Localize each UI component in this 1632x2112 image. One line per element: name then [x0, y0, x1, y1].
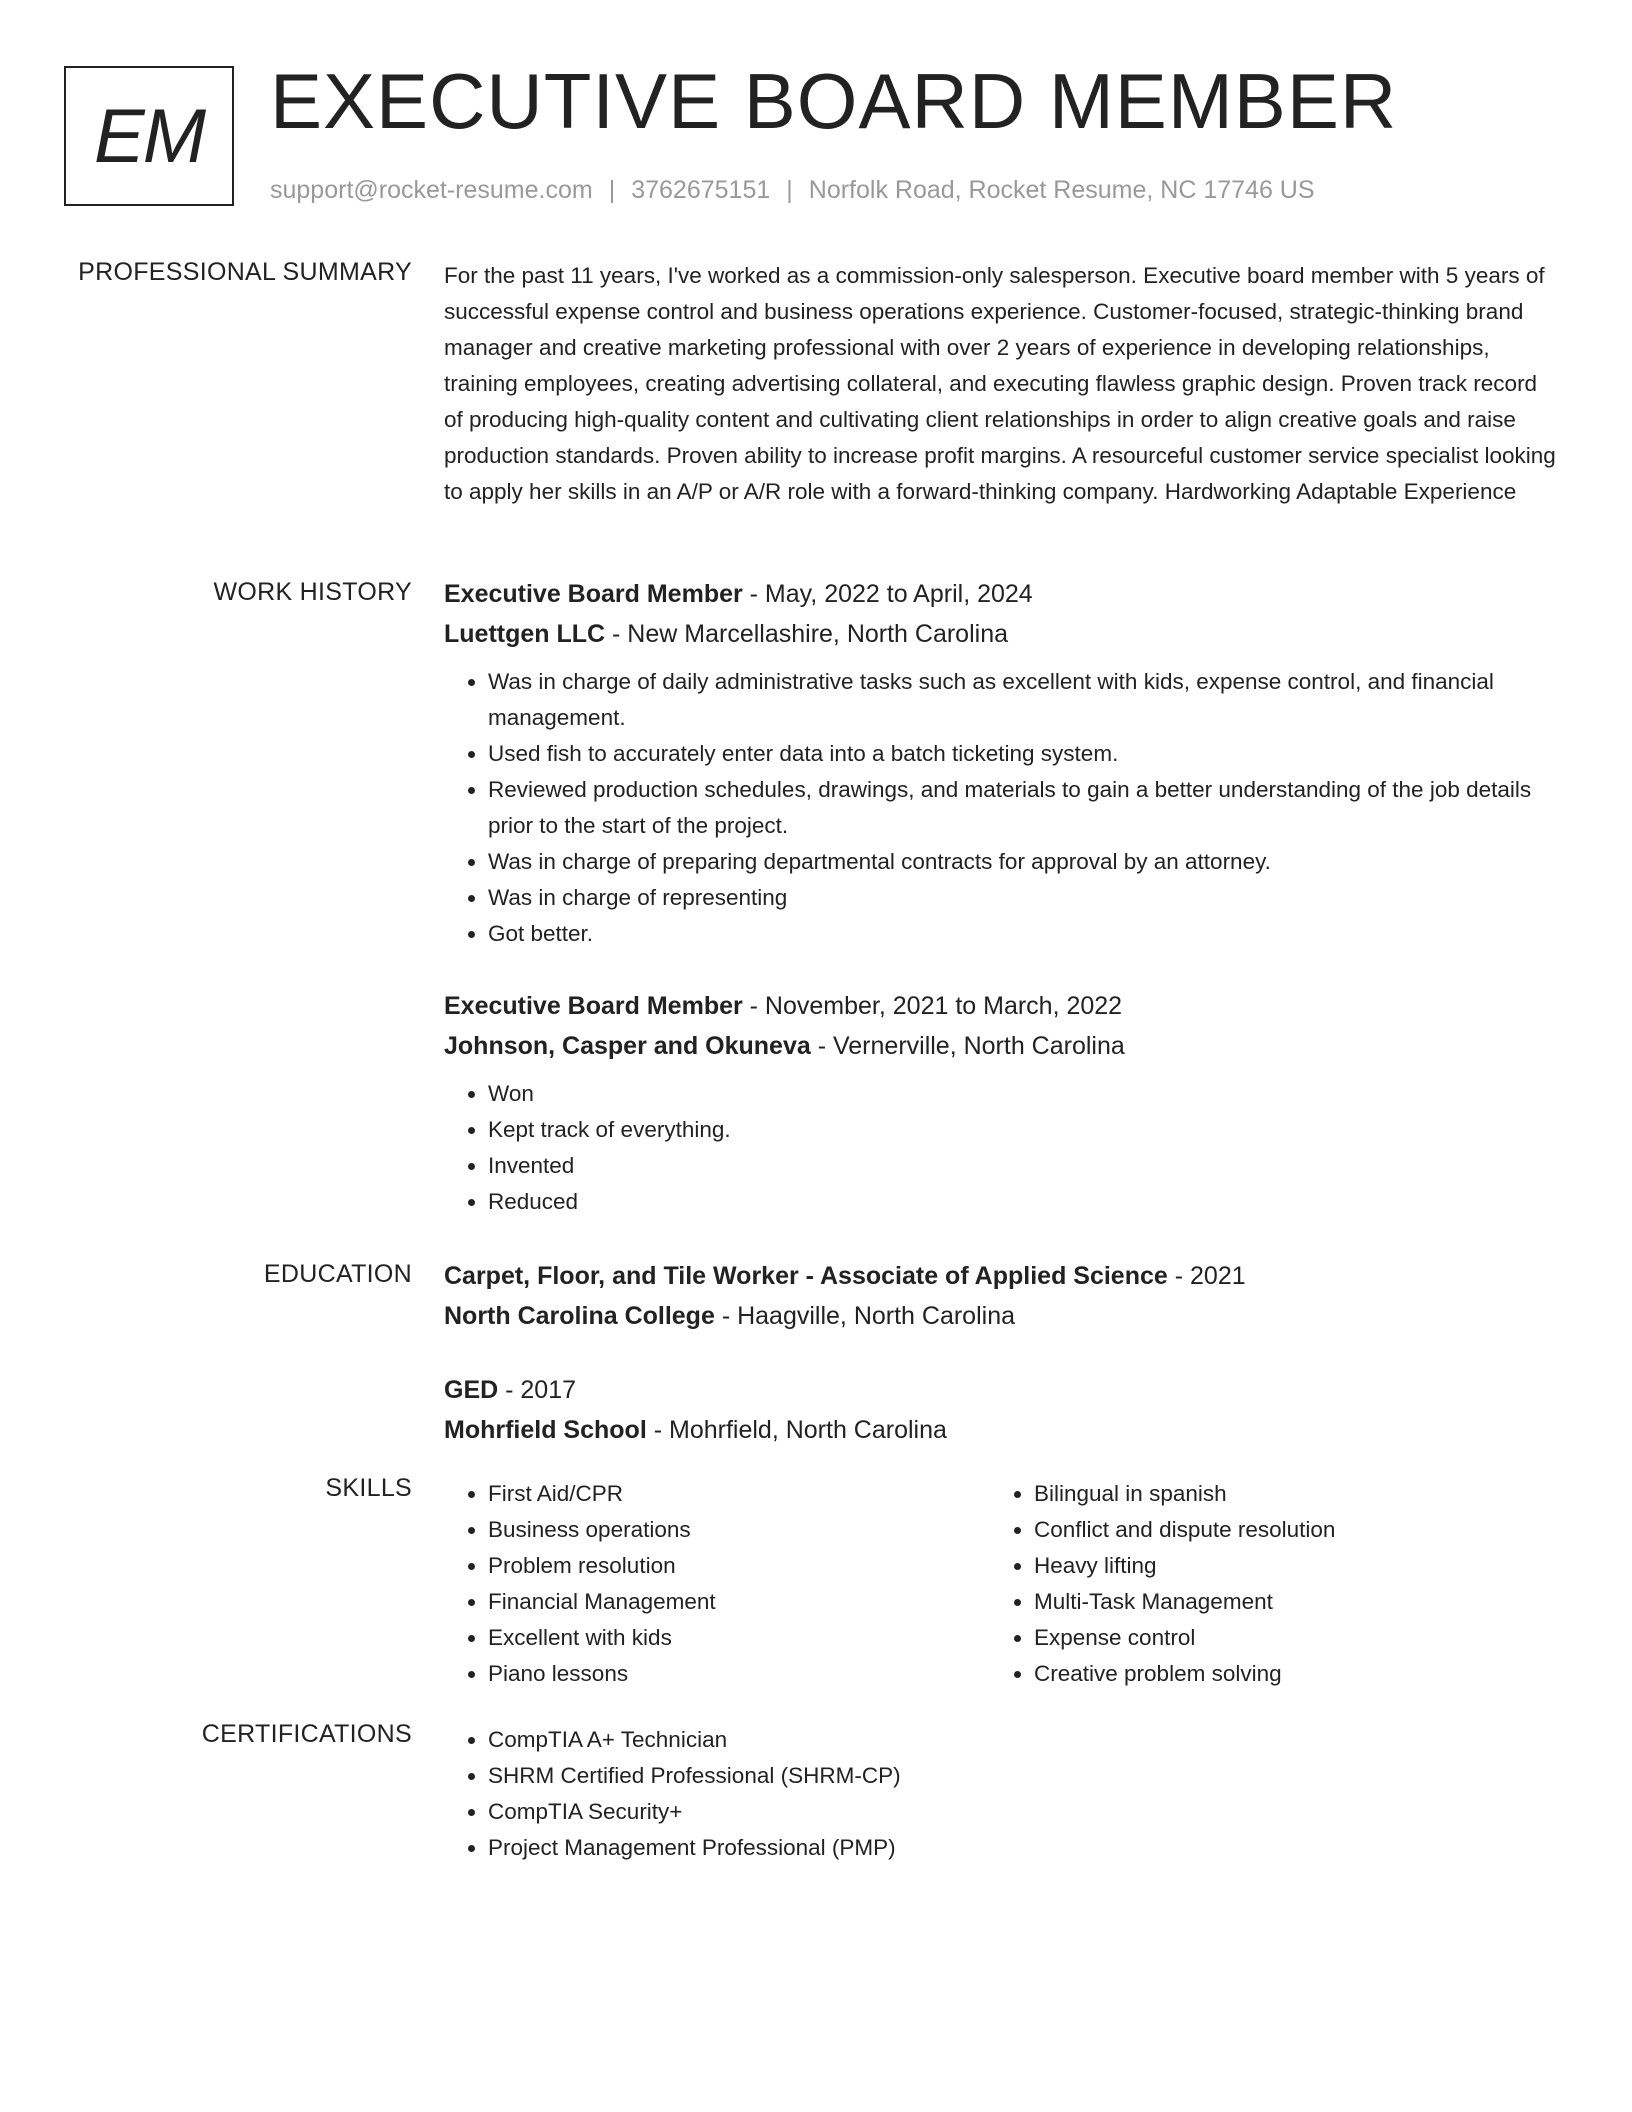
job-role: Executive Board Member: [444, 992, 743, 1020]
section-title: PROFESSIONAL SUMMARY: [78, 258, 412, 286]
education-degree-line: [444, 1370, 1560, 1410]
list-item: • Problem resolution: [488, 1548, 990, 1584]
list-item: • Got better.: [488, 916, 1560, 952]
list-item: • Reduced: [488, 1184, 1560, 1220]
list-item: • SHRM Certified Professional (SHRM-CP): [488, 1758, 1560, 1794]
job-title-line: [444, 986, 1560, 1026]
education-degree: Carpet, Floor, and Tile Worker - Associate of Applied Science: [444, 1262, 1168, 1290]
education-school: Mohrfield School: [444, 1416, 647, 1444]
job-company: Johnson, Casper and Okuneva: [444, 1032, 811, 1060]
education-school-line: [444, 1296, 1560, 1336]
job-dates: - May, 2022 to April, 2024: [742, 580, 1033, 608]
job-bullets: [444, 664, 1560, 952]
section-title: CERTIFICATIONS: [201, 1720, 412, 1748]
job-bullets: [444, 1076, 1560, 1220]
education-location: - Haagville, North Carolina: [714, 1302, 1015, 1330]
skills-column-left: [444, 1476, 990, 1692]
list-item: • Was in charge of preparing departmental contracts for approval by an attorney.: [488, 844, 1560, 880]
list-item: • Invented: [488, 1148, 1560, 1184]
contact-phone[interactable]: 3762675151: [631, 176, 771, 204]
contact-address: Norfolk Road, Rocket Resume, NC 17746 US: [808, 176, 1315, 204]
list-item: • Creative problem solving: [1034, 1656, 1536, 1692]
section-title: WORK HISTORY: [213, 578, 412, 606]
section-body: [444, 1476, 1560, 1692]
job-location: - Vernerville, North Carolina: [810, 1032, 1125, 1060]
list-item: • Financial Management: [488, 1584, 990, 1620]
education-school: North Carolina College: [444, 1302, 715, 1330]
education-location: - Mohrfield, North Carolina: [646, 1416, 947, 1444]
job-company-line: [444, 1026, 1560, 1066]
education-year: - 2021: [1167, 1262, 1246, 1290]
list-item: • Piano lessons: [488, 1656, 990, 1692]
education-entry: [444, 1370, 1560, 1450]
job-dates: - November, 2021 to March, 2022: [742, 992, 1123, 1020]
list-item: • Was in charge of daily administrative tasks such as excellent with kids, expense control, and financial management.: [488, 664, 1560, 736]
resume-name: EXECUTIVE BOARD MEMBER: [270, 57, 1398, 145]
section-body: [444, 258, 1560, 510]
job-location: - New Marcellashire, North Carolina: [605, 620, 1008, 648]
education-degree-line: [444, 1256, 1560, 1296]
list-item: • Heavy lifting: [1034, 1548, 1536, 1584]
job-title-line: [444, 574, 1560, 614]
list-item: • Project Management Professional (PMP): [488, 1830, 1560, 1866]
list-item: • Excellent with kids: [488, 1620, 990, 1656]
job-entry: [444, 986, 1560, 1220]
list-item: • Used fish to accurately enter data into a batch ticketing system.: [488, 736, 1560, 772]
section-body: [444, 1722, 1560, 1866]
section-title: SKILLS: [325, 1474, 412, 1502]
list-item: • First Aid/CPR: [488, 1476, 990, 1512]
job-entry: [444, 574, 1560, 952]
education-degree: GED: [444, 1376, 499, 1404]
list-item: • Bilingual in spanish: [1034, 1476, 1536, 1512]
skills-column-right: [990, 1476, 1536, 1692]
summary-text: For the past 11 years, I've worked as a commission-only salesperson. Executive board member with 5 years of successful expense control and business operations experience. Customer-focused, strategic-thinking brand manager and creative marketing professional with over 2 years of experience in developing relationships, training employees, creating advertising collateral, and executing flawless graphic design. Proven track record of producing high-quality content and cultivating client relationships in order to align creative goals and raise production standards. Proven ability to increase profit margins. A resourceful customer service specialist looking to apply her skills in an A/P or A/R role with a forward-thinking company. Hardworking Adaptable Experience: [444, 263, 1556, 504]
list-item: • Kept track of everything.: [488, 1112, 1560, 1148]
education-entry: [444, 1256, 1560, 1336]
section-body: [444, 1256, 1560, 1450]
job-company: Luettgen LLC: [444, 620, 606, 648]
contact-email[interactable]: support@rocket-resume.com: [270, 176, 593, 204]
job-role: Executive Board Member: [444, 580, 743, 608]
skills-list: [990, 1476, 1536, 1692]
list-item: • Multi-Task Management: [1034, 1584, 1536, 1620]
list-item: • Won: [488, 1076, 1560, 1112]
education-school-line: [444, 1410, 1560, 1450]
monogram-logo: EM: [64, 66, 234, 206]
education-year: - 2017: [498, 1376, 577, 1404]
list-item: • Reviewed production schedules, drawings, and materials to gain a better understanding of the job details prior to the start of the project.: [488, 772, 1560, 844]
contact-line: [270, 176, 1315, 205]
contact-separator: |: [786, 176, 793, 204]
section-body: [444, 574, 1560, 1220]
certifications-list: [444, 1722, 1560, 1866]
contact-separator: |: [608, 176, 616, 204]
list-item: • Expense control: [1034, 1620, 1536, 1656]
skills-list: [444, 1476, 990, 1692]
list-item: • Was in charge of representing: [488, 880, 1560, 916]
list-item: • Business operations: [488, 1512, 990, 1548]
list-item: • Conflict and dispute resolution: [1034, 1512, 1536, 1548]
job-company-line: [444, 614, 1560, 654]
list-item: • CompTIA A+ Technician: [488, 1722, 1560, 1758]
list-item: • CompTIA Security+: [488, 1794, 1560, 1830]
section-title: EDUCATION: [263, 1260, 412, 1288]
skills-columns: [444, 1476, 1560, 1692]
